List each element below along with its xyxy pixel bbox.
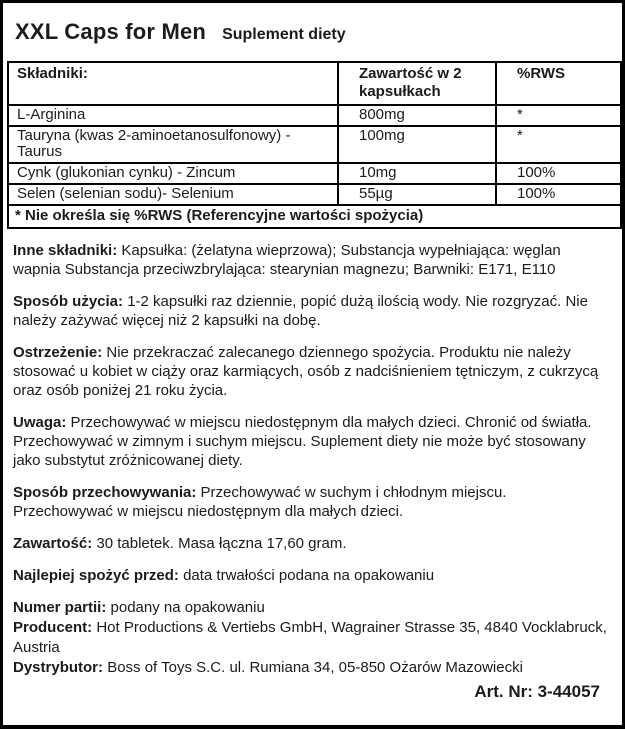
- note-lead: Uwaga:: [13, 414, 67, 431]
- batch-number-text: podany na opakowaniu: [110, 599, 265, 616]
- table-footnote-row: [8, 205, 621, 228]
- contents-paragraph: [13, 534, 608, 553]
- warning-lead: Ostrzeżenie:: [13, 344, 103, 361]
- table-row: [8, 105, 621, 126]
- product-subtitle: Suplement diety: [222, 26, 346, 43]
- ingredient-rws: 100%: [496, 184, 621, 205]
- ingredient-rws: *: [496, 105, 621, 126]
- ingredient-amount: 10mg: [338, 163, 496, 184]
- ingredient-name: L-Arginina: [8, 105, 338, 126]
- table-row: [8, 184, 621, 205]
- table-row: [8, 163, 621, 184]
- usage-text: 1-2 kapsułki raz dziennie, popić dużą ilością wody. Nie rozgryzać. Nie należy zażywać więcej niż 2 kapsułki na dobę.: [13, 293, 588, 329]
- contents-lead: Zawartość:: [13, 535, 93, 552]
- ingredient-rws: 100%: [496, 163, 621, 184]
- ingredient-amount: 55µg: [338, 184, 496, 205]
- note-text: Przechowywać w miejscu niedostępnym dla małych dzieci. Chronić od światła. Przechowywać w zimnym i suchym miejscu. Suplement diety nie może być stosowany jako substytut zróżnicowanej diety.: [13, 414, 592, 469]
- ingredient-name: Cynk (glukonian cynku) - Zincum: [8, 163, 338, 184]
- usage-lead: Sposób użycia:: [13, 293, 124, 310]
- column-header-ingredients: Składniki:: [8, 62, 338, 105]
- other-ingredients-paragraph: [13, 241, 608, 279]
- note-paragraph: [13, 413, 608, 470]
- table-header-row: [8, 62, 621, 105]
- producer-lead: Producent:: [13, 619, 93, 636]
- label-header: [3, 3, 622, 61]
- contact-block: [13, 598, 608, 678]
- warning-paragraph: [13, 343, 608, 400]
- ingredient-name: Tauryna (kwas 2-aminoetanosulfonowy) - Taurus: [8, 126, 338, 163]
- ingredient-amount: 800mg: [338, 105, 496, 126]
- product-title: XXL Caps for Men: [15, 19, 207, 44]
- other-ingredients-text: Kapsułka: (żelatyna wieprzowa); Substancja wypełniająca: węglan wapnia Substancja przeciwzbrylająca: stearynian magnezu; Barwniki: E171, E110: [13, 242, 561, 278]
- producer-line: [13, 618, 608, 658]
- producer-text: Hot Productions & Vertiebs GmbH, Wagrainer Strasse 35, 4840 Vocklabruck, Austria: [13, 619, 607, 656]
- rws-footnote: * Nie określa się %RWS (Referencyjne wartości spożycia): [8, 205, 621, 228]
- storage-text: Przechowywać w suchym i chłodnym miejscu. Przechowywać w miejscu niedostępnym dla małych dzieci.: [13, 484, 507, 520]
- batch-number-line: [13, 598, 608, 618]
- usage-paragraph: [13, 292, 608, 330]
- best-before-paragraph: [13, 566, 608, 585]
- article-number: Art. Nr: 3-44057: [474, 682, 600, 701]
- warning-text: Nie przekraczać zalecanego dziennego spożycia. Produktu nie należy stosować u kobiet w ciąży oraz karmiących, osób z nadciśnieniem tętniczym, z cukrzycą oraz osób poniżej 21 roku życia.: [13, 344, 599, 399]
- storage-paragraph: [13, 483, 608, 521]
- batch-number-lead: Numer partii:: [13, 599, 107, 616]
- ingredient-name: Selen (selenian sodu)- Selenium: [8, 184, 338, 205]
- ingredients-table: [7, 61, 622, 229]
- column-header-rws: %RWS: [496, 62, 621, 105]
- label-body: [3, 229, 622, 701]
- table-row: [8, 126, 621, 163]
- distributor-lead: Dystrybutor:: [13, 659, 104, 676]
- ingredient-amount: 100mg: [338, 126, 496, 163]
- best-before-lead: Najlepiej spożyć przed:: [13, 567, 179, 584]
- distributor-line: [13, 658, 608, 678]
- storage-lead: Sposób przechowywania:: [13, 484, 197, 501]
- best-before-text: data trwałości podana na opakowaniu: [183, 567, 435, 584]
- ingredient-rws: *: [496, 126, 621, 163]
- other-ingredients-lead: Inne składniki:: [13, 242, 118, 259]
- distributor-text: Boss of Toys S.C. ul. Rumiana 34, 05-850 Ożarów Mazowiecki: [107, 659, 523, 676]
- contents-text: 30 tabletek. Masa łączna 17,60 gram.: [96, 535, 347, 552]
- column-header-amount: Zawartość w 2 kapsułkach: [338, 62, 496, 105]
